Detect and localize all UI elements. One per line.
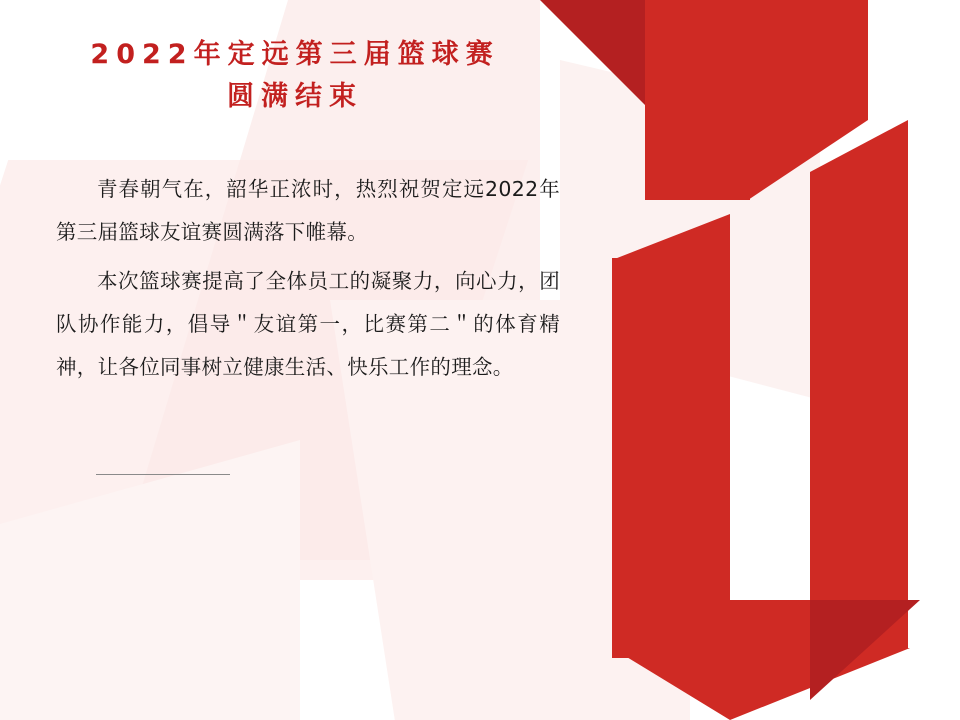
paragraph-1: 青春朝气在，韶华正浓时，热烈祝贺定远2022年第三届篮球友谊赛圆满落下帷幕。 — [56, 177, 560, 245]
graphic-stem — [612, 258, 730, 658]
horizontal-divider — [96, 474, 230, 475]
title-line-2: 圆满结束 — [227, 80, 363, 112]
graphic-head — [645, 0, 750, 200]
body-text — [56, 168, 560, 395]
title-line-1: 2022年定远第三届篮球赛 — [90, 39, 500, 70]
page-title — [0, 34, 590, 118]
graphic-column-right — [810, 248, 908, 648]
graphic-foot-left — [612, 648, 730, 720]
paragraph-2: 本次篮球赛提高了全体员工的凝聚力，向心力，团队协作能力，倡导＂友谊第一，比赛第二＂的体育精神，让各位同事树立健康生活、快乐工作的理念。 — [56, 269, 560, 380]
graphic-stem-top — [612, 214, 730, 260]
